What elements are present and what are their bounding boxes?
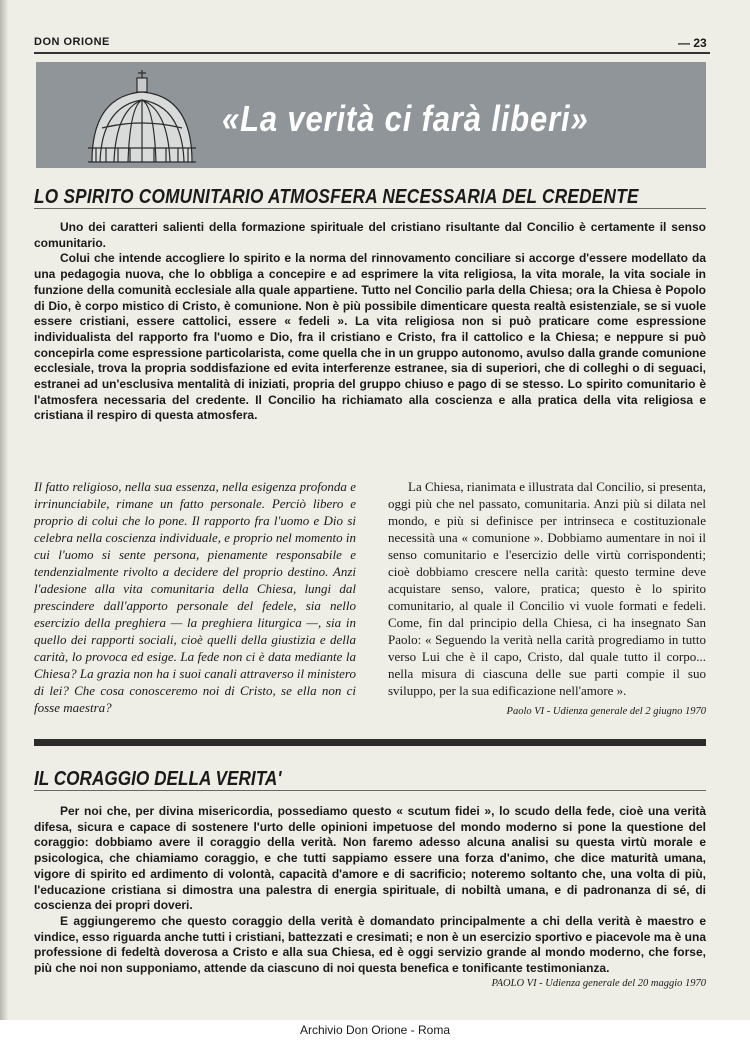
section2-body <box>34 804 706 991</box>
section1-heading: LO SPIRITO COMUNITARIO ATMOSFERA NECESSARIA DEL CREDENTE <box>34 186 639 208</box>
section2-heading-rule <box>34 790 706 791</box>
archive-footer: Archivio Don Orione - Roma <box>0 1020 750 1040</box>
section1-citation: Paolo VI - Udienza generale del 2 giugno 1970 <box>506 706 706 717</box>
left-column-text: Il fatto religioso, nella sua essenza, nella esigenza profonda e irrinunciabile, rimane un fatto personale. Perciò libero e proprio di colui che lo pone. Il rapporto fra l'uomo e Dio si celebra nella coscienza individuale, e proprio nel momento in cui l'uomo si sente persona, pienamente responsabile e tendenzialmente rivolto a decidere del proprio destino. Anzi l'adesione alla vita comunitaria della Chiesa, lungi dal prescindere dall'apporto personale del fedele, sia nello esercizio della preghiera — la preghiera liturgica —, sia in quello dei rapporti sociali, cioè quelli della giustizia e della carità, lo provoca ed esige. La fede non ci è data mediante la Chiesa? La grazia non ha i suoi canali attraverso il ministero di lei? Che cosa conosceremo noi di Cristo, se ella non ci fosse maestra? <box>34 479 356 715</box>
page-spine-shadow <box>0 0 8 1040</box>
section1-paragraph: Colui che intende accogliere lo spirito e la norma del rinnovamento conciliare si accorge d'essere modellato da una pedagogia nuova, che lo obbliga a concepire e ad esprimere la vita religiosa, la vita morale, la vita sociale in funzione della comunità ecclesiale alla quale appartiene. Tutto nel Concilio parla della Chiesa; ora la Chiesa è Popolo di Dio, è corpo mistico di Cristo, è comunione. Non è più possibile dimenticare questa realtà esistenziale, se si vuole essere cristiani, essere cattolici, essere « fedeli ». La vita religiosa non si può praticare come espressione individualista del rapporto fra l'uomo e Dio, fra il cristiano e Cristo, fra il cattolico e la Chiesa; e neppure si può concepirla come espressione particolarista, come quella che in un gruppo autonomo, avulso dalla grande comunione ecclesiale, trova la propria soddisfazione ed evita interferenze estranee, sia di superiori, che di colleghi o di seguaci, estranei ad un'esclusiva mentalità di iniziati, propria del gruppo chiuso e pago di se stesso. Lo spirito comunitario è l'atmosfera necessaria del credente. Il Concilio ha richiamato alla coscienza e alla pratica della vita religiosa e cristiana il respiro di questa atmosfera. <box>34 251 706 423</box>
left-column <box>34 478 356 716</box>
section1-intro <box>34 220 706 424</box>
section2-citation: PAOLO VI - Udienza generale del 20 maggio 1970 <box>491 977 706 989</box>
page-number: — 23 <box>678 36 707 50</box>
section2-heading: IL CORAGGIO DELLA VERITA' <box>34 768 282 790</box>
right-column-text: La Chiesa, rianimata e illustrata dal Concilio, si presenta, oggi più che nel passato, comunitaria. Anzi più si dilata nel mondo, e più si definisce per intrinseca e costituzionale necessità una « comunione ». Dobbiamo aumentare in noi il senso comunitario e l'esercizio delle virtù corrispondenti; cioè dobbiamo crescere nella carità: questo termine deve acquistare senso, valore, pratica; questo è lo spirito comunitario, al quale il Concilio vi vuole formati e fedeli. Come, fin dal principio della Chiesa, ci ha insegnato San Paolo: « Seguendo la verità nella carità progrediamo in tutto verso Lui che è il capo, Cristo, dal quale tutto il corpo... nella misura di ciascuna delle sue parti compie il suo sviluppo, per la sua edificazione nell'amore ». <box>388 479 706 698</box>
banner-title: «La verità ci farà liberi» <box>222 98 589 139</box>
section-divider <box>34 739 706 746</box>
section2-paragraph: Per noi che, per divina misericordia, possediamo questo « scutum fidei », lo scudo della fede, cioè una verità difesa, sicura e capace di sostenere l'urto delle opinioni impetuose del mondo moderno si pone la questione del coraggio: dobbiamo avere il coraggio della verità. Non faremo adesso alcuna analisi su questa virtù morale e psicologica, che chiamiamo coraggio, e che tutti sappiamo essere una forza d'animo, che dice maturità umana, vigore di spirito ed ardimento di volontà, capacità d'amore e di sacrificio; noteremo soltanto che, una volta di più, l'educazione cristiana si dimostra una palestra di energia spirituale, di nobiltà umana, e di padronanza di sé, di coscienza dei propri doveri. <box>34 804 706 913</box>
section1-paragraph: Uno dei caratteri salienti della formazione spirituale del cristiano risultante dal Concilio è certamente il senso comunitario. <box>34 220 706 250</box>
dome-illustration <box>52 66 202 168</box>
section1-heading-rule <box>34 208 706 209</box>
running-title: DON ORIONE <box>34 36 110 48</box>
header-rule <box>34 52 710 54</box>
section2-paragraph: E aggiungeremo che questo coraggio della verità è domandato principalmente a chi della verità è maestro e vindice, esso riguarda anche tutti i cristiani, battezzati e cresimati; e non è un esercizio sportivo e piacevole ma è una professione di fedeltà doverosa a Cristo e alla sua Chiesa, ed è oggi servizio grande al mondo moderno, che forse, più che noi non supponiamo, attende da ciascuno di noi questa benefica e tonificante testimonianza. <box>34 913 706 976</box>
right-column <box>388 478 706 720</box>
